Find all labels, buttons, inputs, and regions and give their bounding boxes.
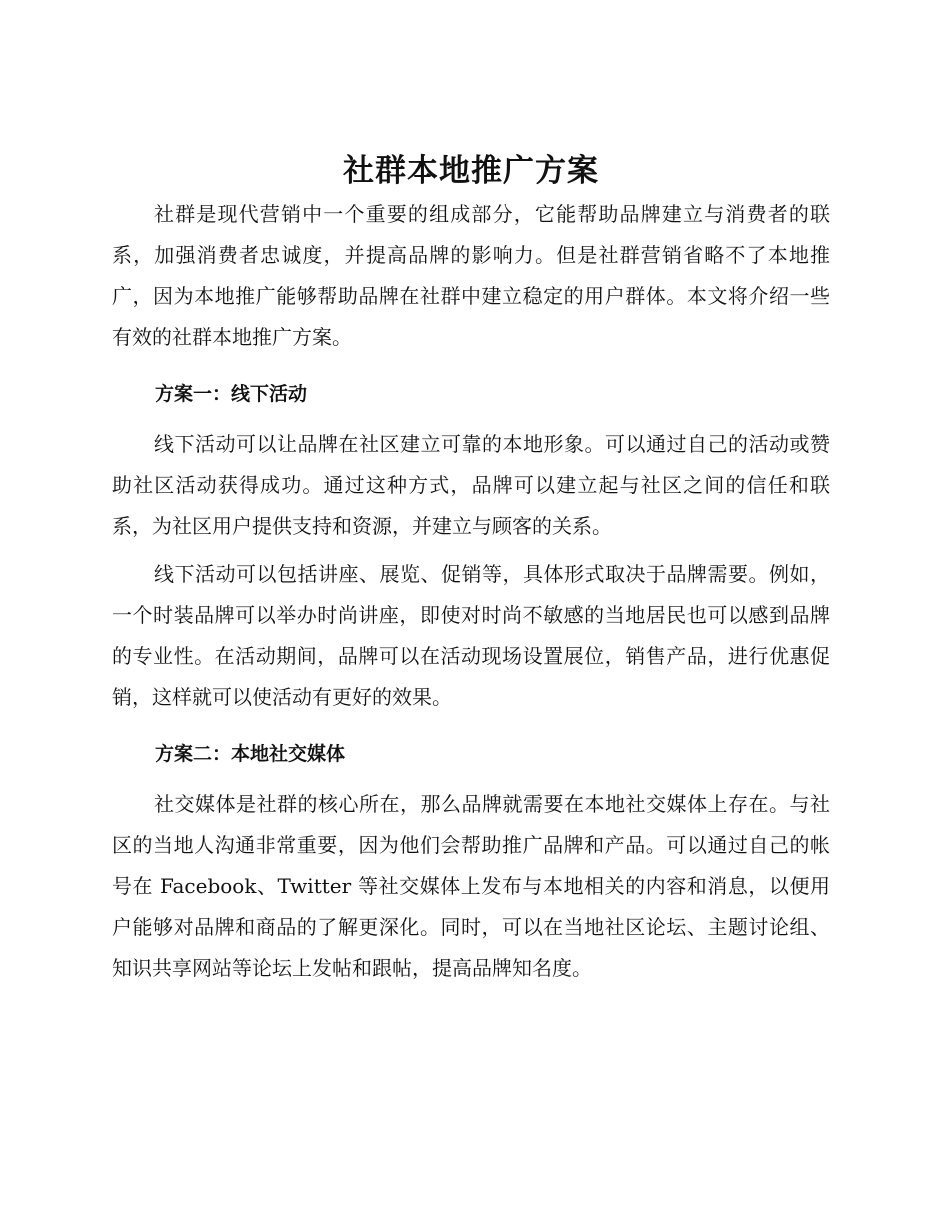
section-heading-local-social-media: 方案二：本地社交媒体 (155, 743, 346, 765)
section-heading-offline-events: 方案一：线下活动 (155, 383, 308, 405)
document-body (112, 148, 830, 989)
section-1-paragraph-1: 线下活动可以让品牌在社区建立可靠的本地形象。可以通过自己的活动或赞助社区活动获得成功。通过这种方式，品牌可以建立起与社区之间的信任和联系，为社区用户提供支持和资源，并建立与顾客的关系。 (112, 432, 830, 538)
section-1-paragraph-2: 线下活动可以包括讲座、展览、促销等，具体形式取决于品牌需要。例如，一个时装品牌可以举办时尚讲座，即使对时尚不敏感的当地居民也可以感到品牌的专业性。在活动期间，品牌可以在活动现场设置展位，销售产品，进行优惠促销，这样就可以使活动有更好的效果。 (112, 562, 830, 709)
intro-paragraph: 社群是现代营销中一个重要的组成部分，它能帮助品牌建立与消费者的联系，加强消费者忠诚度，并提高品牌的影响力。但是社群营销省略不了本地推广，因为本地推广能够帮助品牌在社群中建立稳定的用户群体。本文将介绍一些有效的社群本地推广方案。 (112, 202, 830, 349)
document-title: 社群本地推广方案 (343, 153, 599, 189)
section-2-paragraph-1: 社交媒体是社群的核心所在，那么品牌就需要在本地社交媒体上存在。与社区的当地人沟通非常重要，因为他们会帮助推广品牌和产品。可以通过自己的帐号在 Facebook、Twitter 等社交媒体上发布与本地相关的内容和消息，以便用户能够对品牌和商品的了解更深化。同时，可以在当地社区论坛、主题讨论组、知识共享网站等论坛上发帖和跟帖，提高品牌知名度。 (112, 792, 830, 980)
